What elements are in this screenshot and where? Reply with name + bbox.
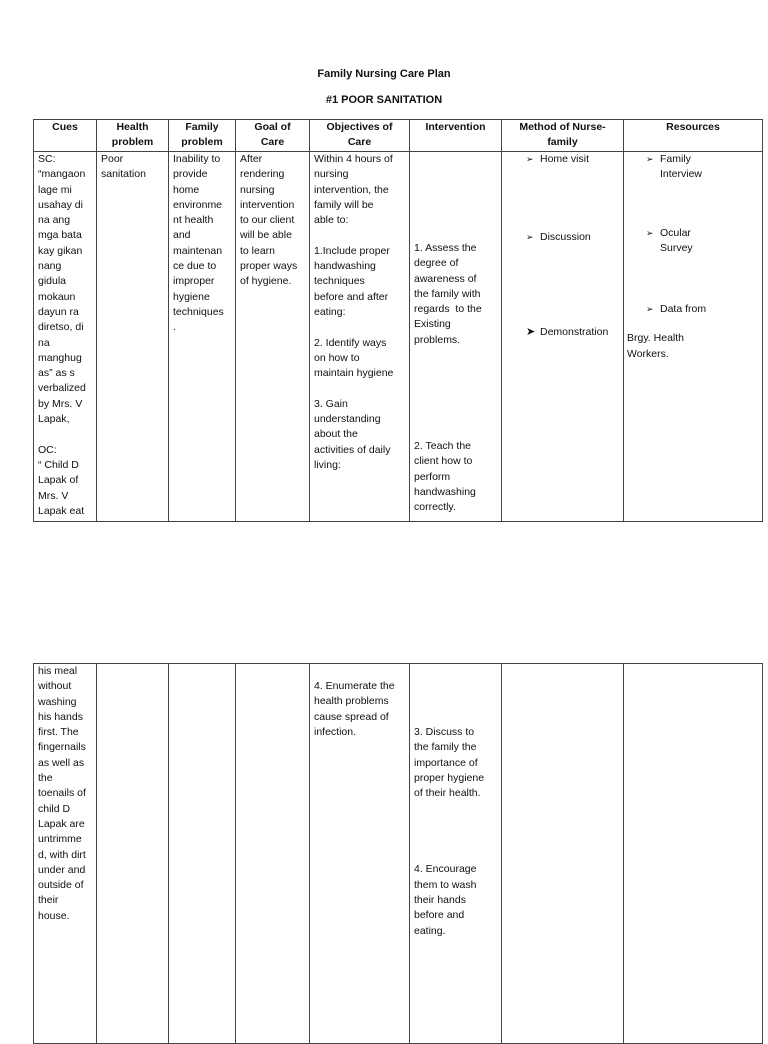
intervention-item: 3. Discuss to the family the importance of proper hygiene of their health. bbox=[414, 726, 485, 800]
family-problem-cell: Inability to provide home environme nt health and maintenan ce due to improper hygiene techniques . bbox=[169, 152, 236, 522]
header-resources: Resources bbox=[624, 120, 763, 152]
list-item: ➢ Data from bbox=[646, 303, 707, 316]
care-plan-table-page1 bbox=[33, 119, 763, 522]
resources-cell bbox=[624, 152, 763, 522]
intervention-cell bbox=[410, 152, 502, 522]
objectives-cell: 4. Enumerate the health problems cause spread of infection. bbox=[310, 664, 410, 1044]
family-problem-cell bbox=[169, 664, 236, 1044]
objectives-cell: Within 4 hours of nursing intervention, the family will be able to: 1.Include proper handwashing techniques before and after eating: 2. Identify ways on how to maintain hygiene 3. Gain understanding about the activities of daily living: bbox=[310, 152, 410, 522]
list-item: ➢ Family Interview bbox=[646, 153, 703, 181]
header-health-problem: Health problem bbox=[97, 120, 169, 152]
arrow-bullet-icon: ➢ bbox=[646, 227, 654, 238]
list-item: ➢ Ocular Survey bbox=[646, 226, 693, 254]
intervention-item: 4. Encourage them to wash their hands before and eating. bbox=[414, 863, 477, 937]
list-item: ➢ Home visit bbox=[526, 153, 590, 165]
cues-cell: SC: “mangaon lage mi usahay di na ang mga bata kay gikan nang gidula mokaun dayun ra diretso, di na manghug as” as s verbalized by Mrs. V Lapak, OC: “ Child D Lapak of Mrs. V Lapak eat bbox=[34, 152, 97, 522]
header-objectives-of-care: Objectives of Care bbox=[310, 120, 410, 152]
health-problem-cell: Poor sanitation bbox=[97, 152, 169, 522]
header-family-problem: Family problem bbox=[169, 120, 236, 152]
health-problem-cell bbox=[97, 664, 169, 1044]
document-subtitle: #1 POOR SANITATION bbox=[325, 94, 443, 106]
intervention-item: 2. Teach the client how to perform handwashing correctly. bbox=[414, 440, 476, 514]
document-title: Family Nursing Care Plan bbox=[317, 68, 451, 80]
list-item: ➢ Discussion bbox=[526, 231, 591, 244]
goal-cell: After rendering nursing intervention to our client will be able to learn proper ways of hygiene. bbox=[236, 152, 310, 522]
arrow-bullet-icon: ➢ bbox=[526, 154, 534, 164]
table-row bbox=[34, 152, 763, 522]
header-cues: Cues bbox=[34, 120, 97, 152]
arrow-bullet-icon: ➢ bbox=[646, 304, 654, 315]
arrow-bullet-icon: ➢ bbox=[646, 154, 654, 164]
method-cell bbox=[502, 664, 624, 1044]
list-item: ➤ Demonstration bbox=[526, 325, 609, 338]
arrow-bullet-icon: ➢ bbox=[526, 232, 534, 243]
table-row bbox=[34, 664, 763, 1044]
goal-cell bbox=[236, 664, 310, 1044]
resources-continued: Brgy. Health Workers. bbox=[627, 332, 684, 360]
cues-cell: his meal without washing his hands first. The fingernails as well as the toenails of child D Lapak are untrimme d, with dirt under and outside of their house. bbox=[34, 664, 97, 1044]
header-intervention: Intervention bbox=[410, 120, 502, 152]
arrow-bullet-icon: ➤ bbox=[526, 325, 536, 338]
method-cell bbox=[502, 152, 624, 522]
resources-cell bbox=[624, 664, 763, 1044]
header-method: Method of Nurse- family bbox=[502, 120, 624, 152]
header-goal-of-care: Goal of Care bbox=[236, 120, 310, 152]
care-plan-table-page2 bbox=[33, 663, 763, 1044]
intervention-item: 1. Assess the degree of awareness of the family with regards to the Existing problems. bbox=[414, 242, 482, 346]
intervention-cell bbox=[410, 664, 502, 1044]
